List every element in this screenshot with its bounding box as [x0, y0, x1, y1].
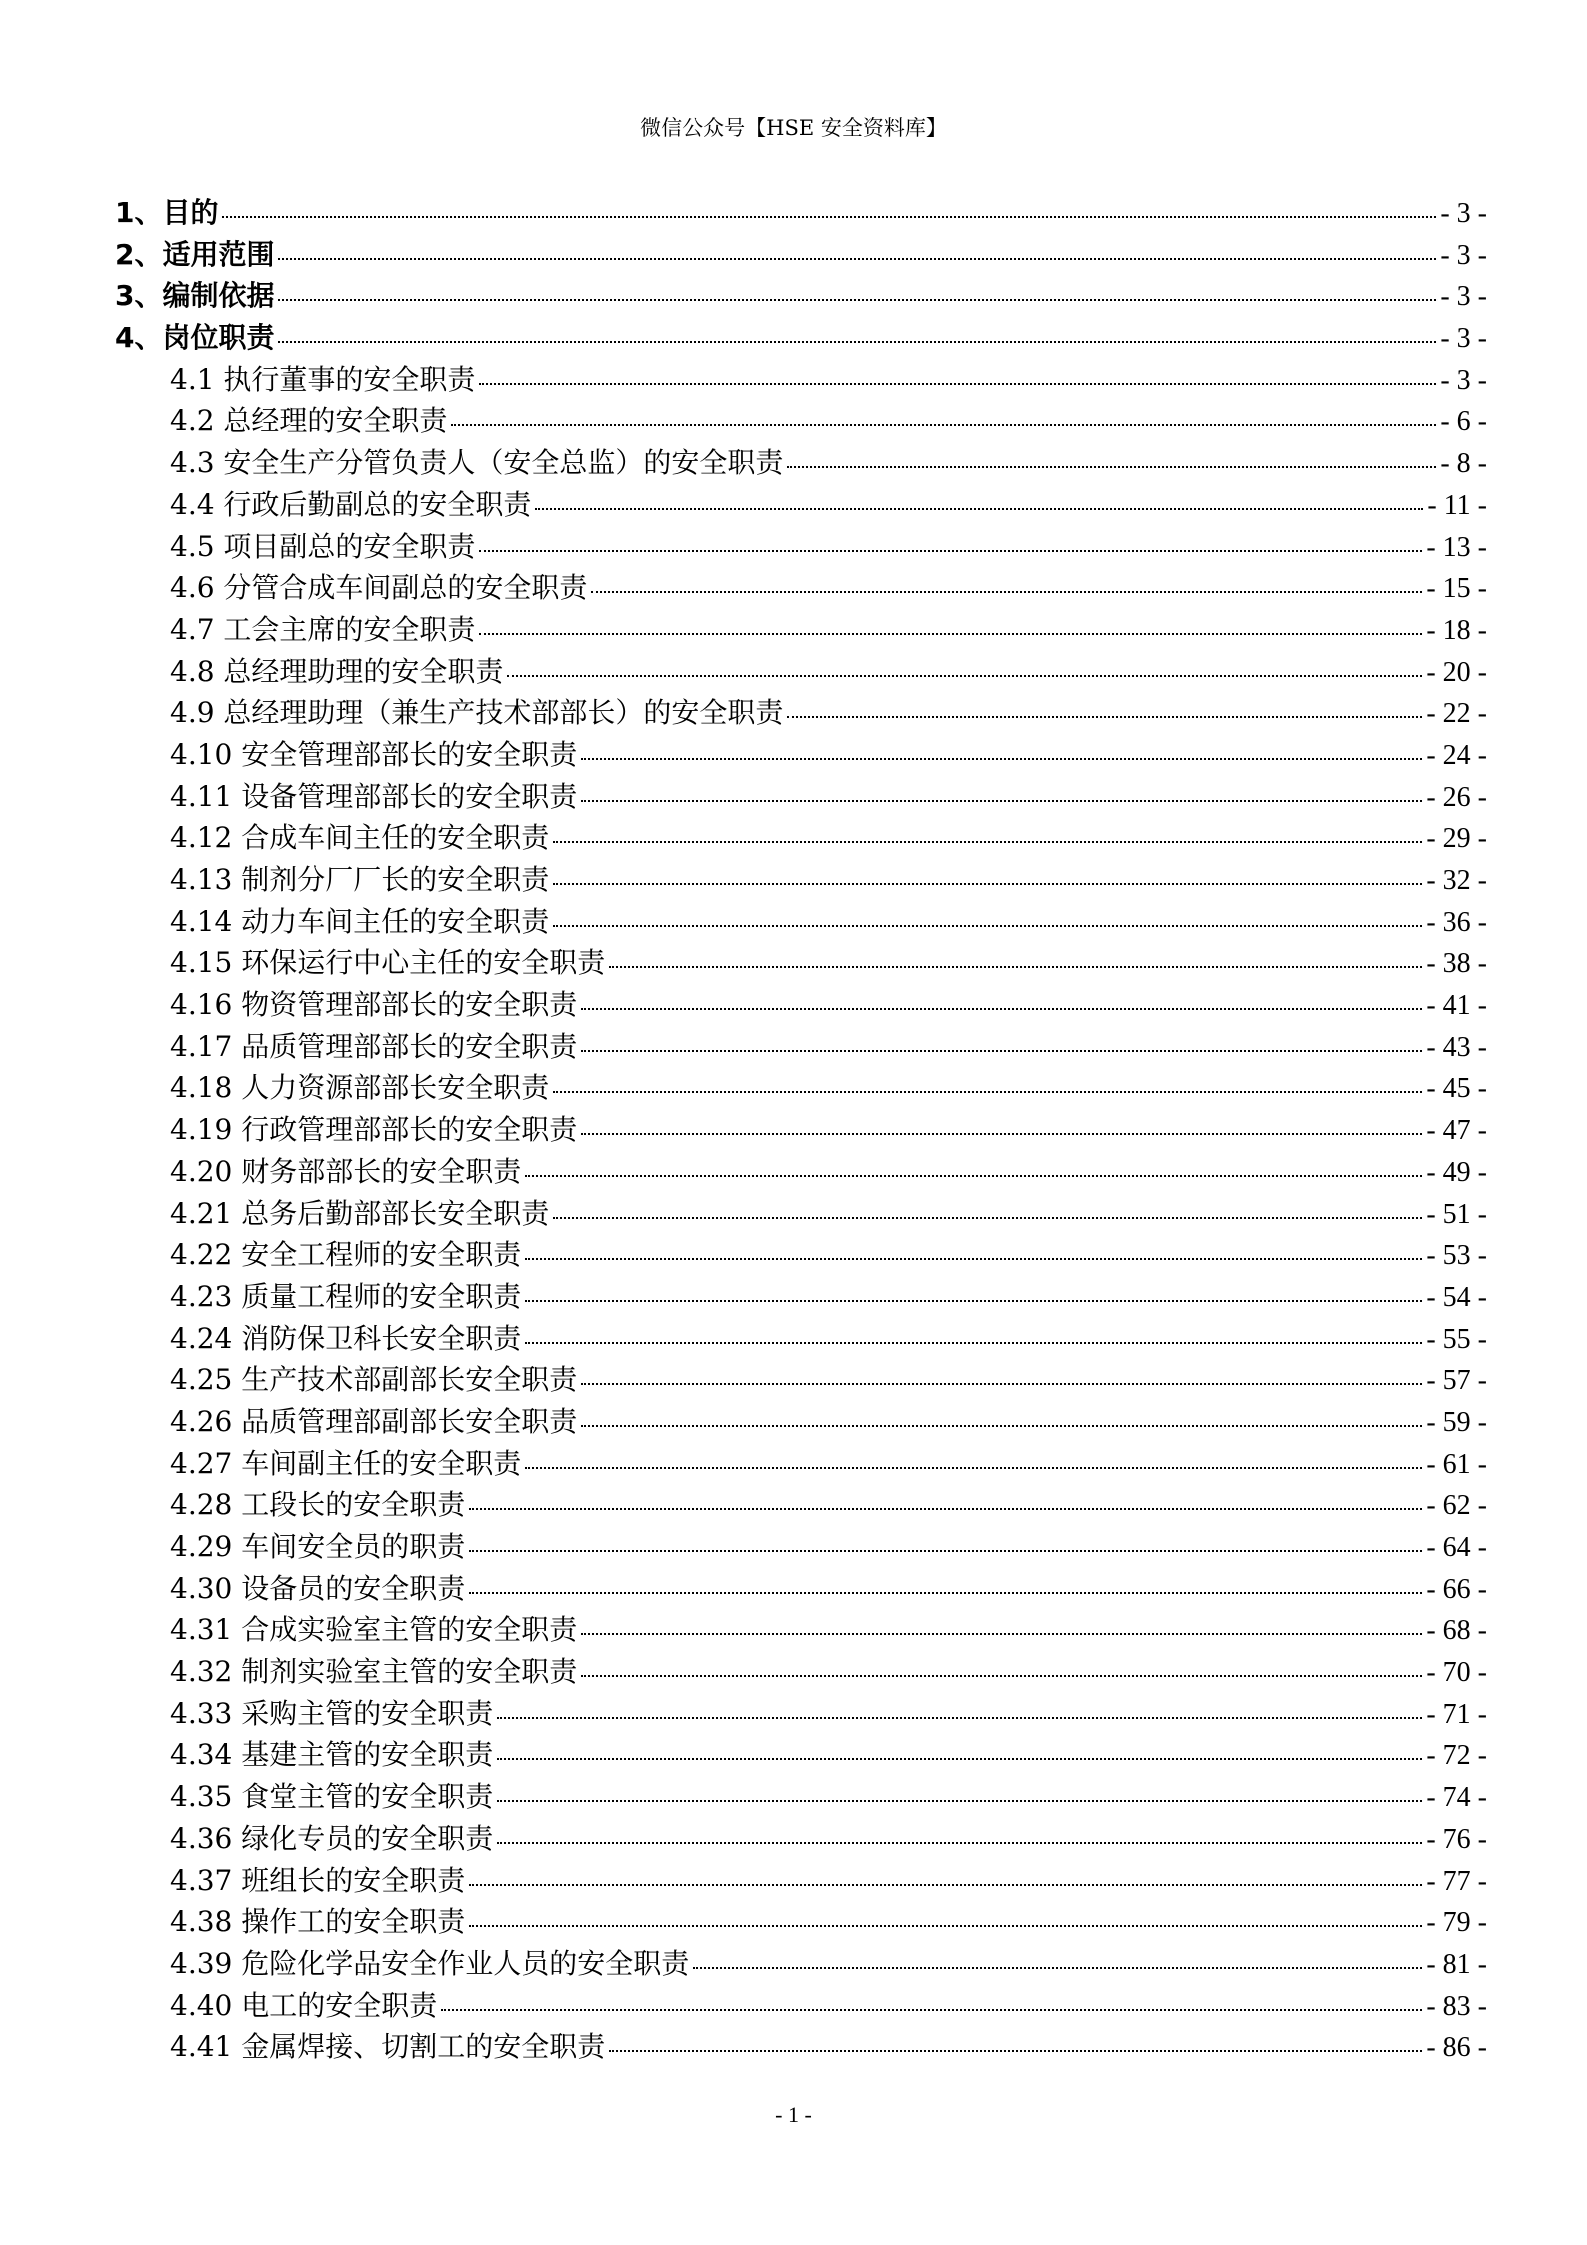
toc-dot-leader: [278, 256, 1436, 260]
toc-entry-label: 2、适用范围: [115, 237, 275, 271]
toc-entry-page: - 45 -: [1426, 1073, 1487, 1105]
toc-entry-page: - 74 -: [1426, 1782, 1487, 1814]
toc-entry[interactable]: [115, 567, 1487, 609]
toc-entry-label: 4.23 质量工程师的安全职责: [170, 1279, 522, 1313]
toc-dot-leader: [479, 381, 1436, 385]
toc-dot-leader: [525, 1298, 1422, 1302]
toc-dot-leader: [553, 1215, 1422, 1219]
toc-dot-leader: [693, 1965, 1422, 1969]
toc-dot-leader: [553, 1089, 1422, 1093]
toc-entry[interactable]: [115, 734, 1487, 776]
toc-entry[interactable]: [115, 1609, 1487, 1651]
toc-entry-label: 4.30 设备员的安全职责: [170, 1571, 466, 1605]
toc-dot-leader: [469, 1506, 1422, 1510]
toc-entry[interactable]: [115, 776, 1487, 818]
toc-dot-leader: [451, 422, 1436, 426]
toc-entry-label: 4.35 食堂主管的安全职责: [170, 1780, 494, 1814]
toc-entry-page: - 57 -: [1426, 1365, 1487, 1397]
toc-entry-page: - 68 -: [1426, 1615, 1487, 1647]
toc-entry-page: - 13 -: [1426, 531, 1487, 563]
toc-entry[interactable]: [115, 1818, 1487, 1860]
toc-dot-leader: [469, 1590, 1422, 1594]
toc-entry[interactable]: [115, 859, 1487, 901]
toc-entry[interactable]: [115, 484, 1487, 526]
toc-entry-page: - 79 -: [1426, 1907, 1487, 1939]
toc-entry-page: - 22 -: [1426, 698, 1487, 730]
toc-entry-label: 4.16 物资管理部部长的安全职责: [170, 988, 578, 1022]
toc-entry-page: - 49 -: [1426, 1156, 1487, 1188]
toc-dot-leader: [525, 1173, 1422, 1177]
toc-entry[interactable]: [115, 1734, 1487, 1776]
toc-entry-label: 4.21 总务后勤部部长安全职责: [170, 1196, 550, 1230]
toc-entry[interactable]: [115, 984, 1487, 1026]
toc-entry-page: - 70 -: [1426, 1657, 1487, 1689]
toc-entry-page: - 81 -: [1426, 1948, 1487, 1980]
toc-entry-label: 4.27 车间副主任的安全职责: [170, 1446, 522, 1480]
toc-entry-label: 4.3 安全生产分管负责人（安全总监）的安全职责: [170, 446, 784, 480]
toc-dot-leader: [553, 839, 1422, 843]
toc-entry[interactable]: [115, 1067, 1487, 1109]
toc-entry[interactable]: [115, 1568, 1487, 1610]
toc-entry-page: - 83 -: [1426, 1990, 1487, 2022]
toc-entry[interactable]: [115, 1526, 1487, 1568]
toc-entry[interactable]: [115, 275, 1487, 317]
toc-entry-page: - 51 -: [1426, 1198, 1487, 1230]
toc-entry-page: - 54 -: [1426, 1281, 1487, 1313]
toc-dot-leader: [441, 2007, 1422, 2011]
toc-dot-leader: [581, 1131, 1422, 1135]
toc-dot-leader: [278, 297, 1436, 301]
toc-dot-leader: [609, 2048, 1422, 2052]
toc-entry-page: - 6 -: [1440, 406, 1487, 438]
toc-entry[interactable]: [115, 1401, 1487, 1443]
toc-entry-page: - 71 -: [1426, 1698, 1487, 1730]
toc-entry-label: 4.17 品质管理部部长的安全职责: [170, 1029, 578, 1063]
toc-dot-leader: [581, 1673, 1422, 1677]
toc-entry-label: 4.33 采购主管的安全职责: [170, 1696, 494, 1730]
toc-entry-page: - 53 -: [1426, 1240, 1487, 1272]
toc-entry-label: 4.7 工会主席的安全职责: [170, 612, 476, 646]
toc-entry-label: 4.6 分管合成车间副总的安全职责: [170, 571, 588, 605]
toc-entry-label: 4.32 制剂实验室主管的安全职责: [170, 1655, 578, 1689]
toc-entry[interactable]: [115, 901, 1487, 943]
toc-entry[interactable]: [115, 1484, 1487, 1526]
page-header: 微信公众号【HSE 安全资料库】: [640, 116, 947, 140]
toc-entry-label: 4、岗位职责: [115, 321, 275, 355]
toc-entry-label: 4.9 总经理助理（兼生产技术部部长）的安全职责: [170, 696, 784, 730]
toc-entry-label: 4.34 基建主管的安全职责: [170, 1738, 494, 1772]
toc-entry-label: 4.14 动力车间主任的安全职责: [170, 904, 550, 938]
toc-entry-page: - 77 -: [1426, 1865, 1487, 1897]
toc-entry-page: - 3 -: [1440, 239, 1487, 271]
toc-entry[interactable]: [115, 1193, 1487, 1235]
toc-dot-leader: [469, 1882, 1422, 1886]
toc-entry-page: - 26 -: [1426, 781, 1487, 813]
toc-entry-page: - 15 -: [1426, 573, 1487, 605]
toc-entry-label: 4.38 操作工的安全职责: [170, 1905, 466, 1939]
toc-dot-leader: [479, 548, 1422, 552]
toc-entry-label: 4.22 安全工程师的安全职责: [170, 1238, 522, 1272]
toc-entry-page: - 3 -: [1440, 198, 1487, 229]
toc-entry[interactable]: [115, 609, 1487, 651]
toc-entry-label: 4.20 财务部部长的安全职责: [170, 1154, 522, 1188]
toc-dot-leader: [525, 1340, 1422, 1344]
toc-entry-label: 3、编制依据: [115, 279, 275, 313]
toc-entry-label: 4.19 行政管理部部长的安全职责: [170, 1113, 578, 1147]
toc-entry[interactable]: [115, 1276, 1487, 1318]
toc-dot-leader: [581, 1006, 1422, 1010]
toc-dot-leader: [609, 964, 1422, 968]
toc-entry[interactable]: [115, 359, 1487, 401]
toc-dot-leader: [469, 1548, 1422, 1552]
toc-dot-leader: [581, 1381, 1422, 1385]
toc-entry-label: 4.4 行政后勤副总的安全职责: [170, 487, 532, 521]
toc-entry[interactable]: [115, 1359, 1487, 1401]
toc-dot-leader: [553, 881, 1422, 885]
toc-entry[interactable]: [115, 1985, 1487, 2027]
toc-entry-label: 4.26 品质管理部副部长安全职责: [170, 1404, 578, 1438]
toc-dot-leader: [787, 464, 1436, 468]
toc-entry[interactable]: [115, 2026, 1487, 2068]
toc-entry-page: - 29 -: [1426, 823, 1487, 855]
toc-dot-leader: [497, 1798, 1422, 1802]
toc-entry-page: - 36 -: [1426, 906, 1487, 938]
toc-entry-page: - 64 -: [1426, 1532, 1487, 1563]
toc-dot-leader: [222, 214, 1436, 218]
toc-entry[interactable]: [115, 1860, 1487, 1902]
toc-entry-page: - 32 -: [1426, 865, 1487, 896]
toc-entry-label: 4.8 总经理助理的安全职责: [170, 654, 504, 688]
toc-entry[interactable]: [115, 692, 1487, 734]
toc-entry[interactable]: [115, 1901, 1487, 1943]
toc-entry[interactable]: [115, 1693, 1487, 1735]
toc-entry-label: 4.29 车间安全员的职责: [170, 1530, 466, 1563]
toc-entry[interactable]: [115, 1026, 1487, 1068]
toc-entry[interactable]: [115, 1151, 1487, 1193]
toc-entry-label: 4.10 安全管理部部长的安全职责: [170, 737, 578, 771]
toc-dot-leader: [581, 1423, 1422, 1427]
toc-entry-page: - 8 -: [1440, 448, 1487, 480]
toc-entry[interactable]: [115, 651, 1487, 693]
toc-dot-leader: [479, 631, 1422, 635]
toc-dot-leader: [581, 1048, 1422, 1052]
table-of-contents: [115, 192, 1487, 2068]
toc-entry[interactable]: [115, 1443, 1487, 1485]
toc-entry-label: 4.41 金属焊接、切割工的安全职责: [170, 2030, 606, 2064]
toc-entry-page: - 24 -: [1426, 739, 1487, 771]
toc-dot-leader: [787, 714, 1422, 718]
toc-entry-label: 4.2 总经理的安全职责: [170, 404, 448, 438]
toc-entry-page: - 41 -: [1426, 990, 1487, 1022]
toc-entry-page: - 86 -: [1426, 2032, 1487, 2064]
toc-entry-page: - 76 -: [1426, 1823, 1487, 1855]
toc-entry[interactable]: [115, 192, 1487, 234]
toc-dot-leader: [497, 1715, 1422, 1719]
toc-entry-label: 4.31 合成实验室主管的安全职责: [170, 1613, 578, 1647]
toc-entry-page: - 59 -: [1426, 1406, 1487, 1438]
toc-entry-page: - 62 -: [1426, 1490, 1487, 1522]
toc-entry[interactable]: [115, 1318, 1487, 1360]
toc-entry-page: - 11 -: [1427, 489, 1487, 521]
toc-dot-leader: [535, 506, 1423, 510]
toc-dot-leader: [581, 798, 1422, 802]
toc-entry-label: 4.36 绿化专员的安全职责: [170, 1821, 494, 1855]
toc-dot-leader: [581, 756, 1422, 760]
toc-entry[interactable]: [115, 526, 1487, 568]
toc-entry[interactable]: [115, 1109, 1487, 1151]
toc-entry-label: 4.28 工段长的安全职责: [170, 1488, 466, 1522]
toc-entry-label: 4.25 生产技术部副部长安全职责: [170, 1363, 578, 1397]
toc-entry-page: - 20 -: [1426, 656, 1487, 688]
toc-dot-leader: [525, 1465, 1422, 1469]
toc-entry-page: - 55 -: [1426, 1323, 1487, 1355]
toc-dot-leader: [497, 1756, 1422, 1760]
toc-dot-leader: [591, 589, 1422, 593]
toc-entry[interactable]: [115, 234, 1487, 276]
toc-entry-label: 4.11 设备管理部部长的安全职责: [170, 779, 578, 813]
toc-dot-leader: [525, 1256, 1422, 1260]
page-number: - 1 -: [775, 2102, 812, 2127]
toc-entry-label: 4.24 消防保卫科长安全职责: [170, 1321, 522, 1355]
toc-dot-leader: [581, 1631, 1422, 1635]
toc-entry-page: - 3 -: [1440, 364, 1487, 396]
toc-dot-leader: [497, 1840, 1422, 1844]
toc-entry-label: 4.37 班组长的安全职责: [170, 1863, 466, 1897]
toc-entry-page: - 3 -: [1440, 281, 1487, 313]
toc-entry-page: - 72 -: [1426, 1740, 1487, 1772]
toc-entry-page: - 38 -: [1426, 948, 1487, 980]
toc-dot-leader: [507, 673, 1422, 677]
toc-entry-label: 4.39 危险化学品安全作业人员的安全职责: [170, 1946, 690, 1980]
toc-entry-page: - 61 -: [1426, 1448, 1487, 1480]
toc-dot-leader: [553, 923, 1422, 927]
toc-entry-label: 4.15 环保运行中心主任的安全职责: [170, 946, 606, 980]
toc-entry[interactable]: [115, 1776, 1487, 1818]
toc-entry-label: 4.40 电工的安全职责: [170, 1988, 438, 2022]
toc-entry-label: 4.13 制剂分厂厂长的安全职责: [170, 863, 550, 896]
toc-entry-page: - 18 -: [1426, 614, 1487, 646]
toc-entry-label: 4.5 项目副总的安全职责: [170, 529, 476, 563]
toc-entry[interactable]: [115, 1651, 1487, 1693]
toc-dot-leader: [278, 339, 1436, 343]
toc-entry[interactable]: [115, 317, 1487, 359]
toc-entry[interactable]: [115, 942, 1487, 984]
toc-entry[interactable]: [115, 442, 1487, 484]
toc-entry[interactable]: [115, 400, 1487, 442]
toc-entry-label: 4.1 执行董事的安全职责: [170, 362, 476, 396]
toc-entry[interactable]: [115, 817, 1487, 859]
toc-entry-label: 4.12 合成车间主任的安全职责: [170, 821, 550, 855]
toc-entry-page: - 47 -: [1426, 1115, 1487, 1147]
toc-entry[interactable]: [115, 1943, 1487, 1985]
toc-entry-page: - 3 -: [1440, 323, 1487, 355]
toc-entry-label: 4.18 人力资源部部长安全职责: [170, 1071, 550, 1105]
toc-entry-page: - 66 -: [1426, 1573, 1487, 1605]
toc-entry-page: - 43 -: [1426, 1031, 1487, 1063]
toc-entry-label: 1、目的: [115, 196, 219, 229]
toc-entry[interactable]: [115, 1234, 1487, 1276]
toc-dot-leader: [469, 1923, 1422, 1927]
